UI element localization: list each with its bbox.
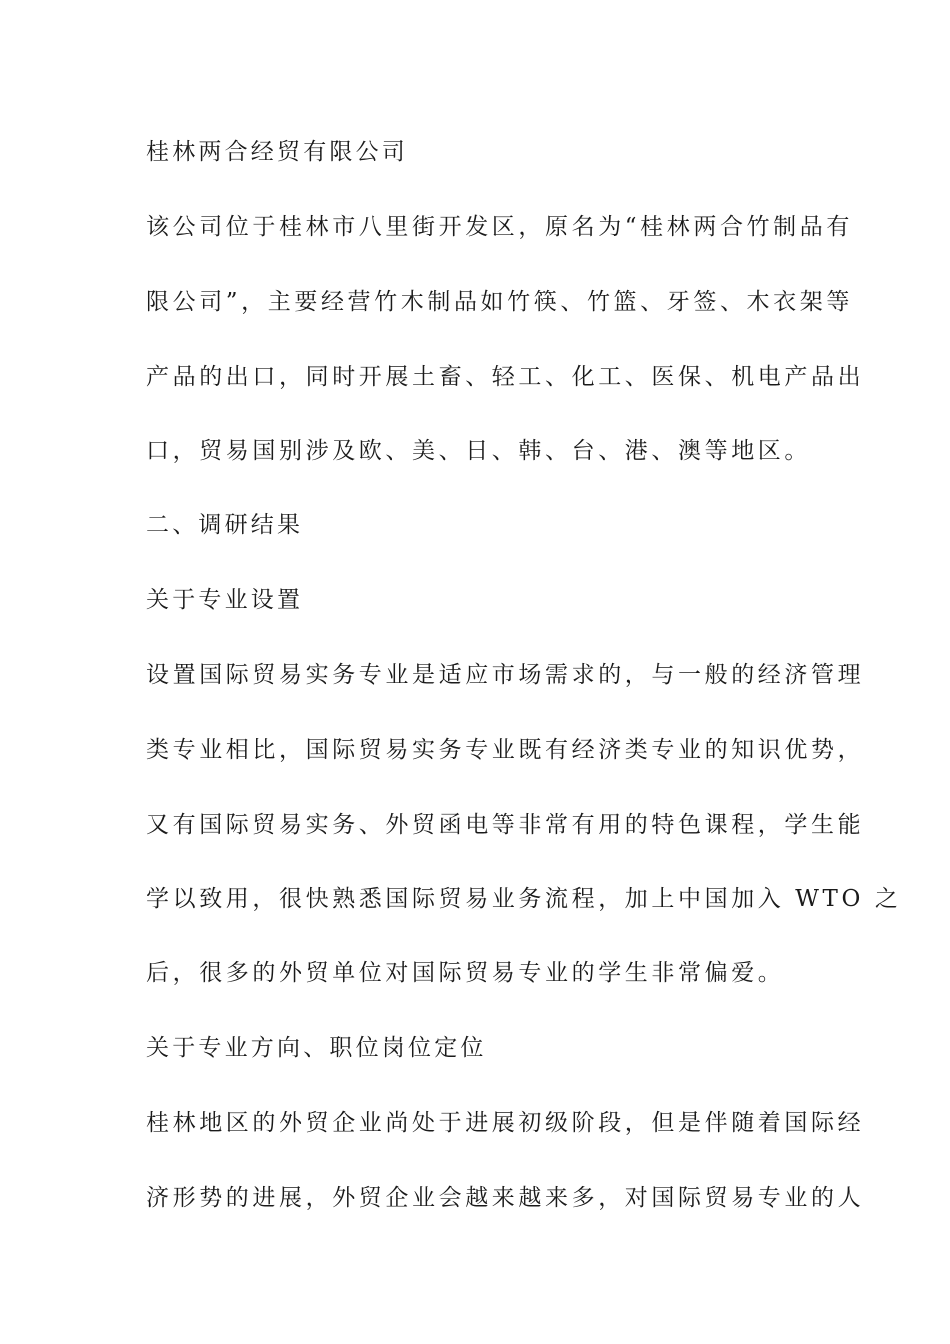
paragraph-line: 设置国际贸易实务专业是适应市场需求的，与一般的经济管理 [146, 662, 865, 688]
paragraph-line: 限公司”，主要经营竹木制品如竹筷、竹篮、牙签、木衣架等 [146, 289, 853, 315]
paragraph-line: 又有国际贸易实务、外贸函电等非常有用的特色课程，学生能 [146, 812, 865, 838]
paragraph-line: 桂林地区的外贸企业尚处于进展初级阶段，但是伴随着国际经 [146, 1110, 865, 1136]
paragraph-line: 学以致用，很快熟悉国际贸易业务流程，加上中国加入 WTO 之 [146, 886, 902, 912]
paragraph-line: 类专业相比，国际贸易实务专业既有经济类专业的知识优势， [146, 737, 865, 763]
company-name-heading: 桂林两合经贸有限公司 [146, 139, 408, 165]
subsection-heading: 关于专业设置 [146, 587, 304, 613]
paragraph-line: 济形势的进展，外贸企业会越来越来多，对国际贸易专业的人 [146, 1185, 865, 1211]
section-heading: 二、调研结果 [146, 512, 304, 538]
paragraph-line: 该公司位于桂林市八里街开发区，原名为“桂林两合竹制品有 [146, 214, 853, 240]
paragraph-line: 后，很多的外贸单位对国际贸易专业的学生非常偏爱。 [146, 960, 785, 986]
subsection-heading: 关于专业方向、职位岗位定位 [146, 1035, 487, 1061]
paragraph-line: 口，贸易国别涉及欧、美、日、韩、台、港、澳等地区。 [146, 438, 811, 464]
paragraph-line: 产品的出口，同时开展土畜、轻工、化工、医保、机电产品出 [146, 364, 865, 390]
